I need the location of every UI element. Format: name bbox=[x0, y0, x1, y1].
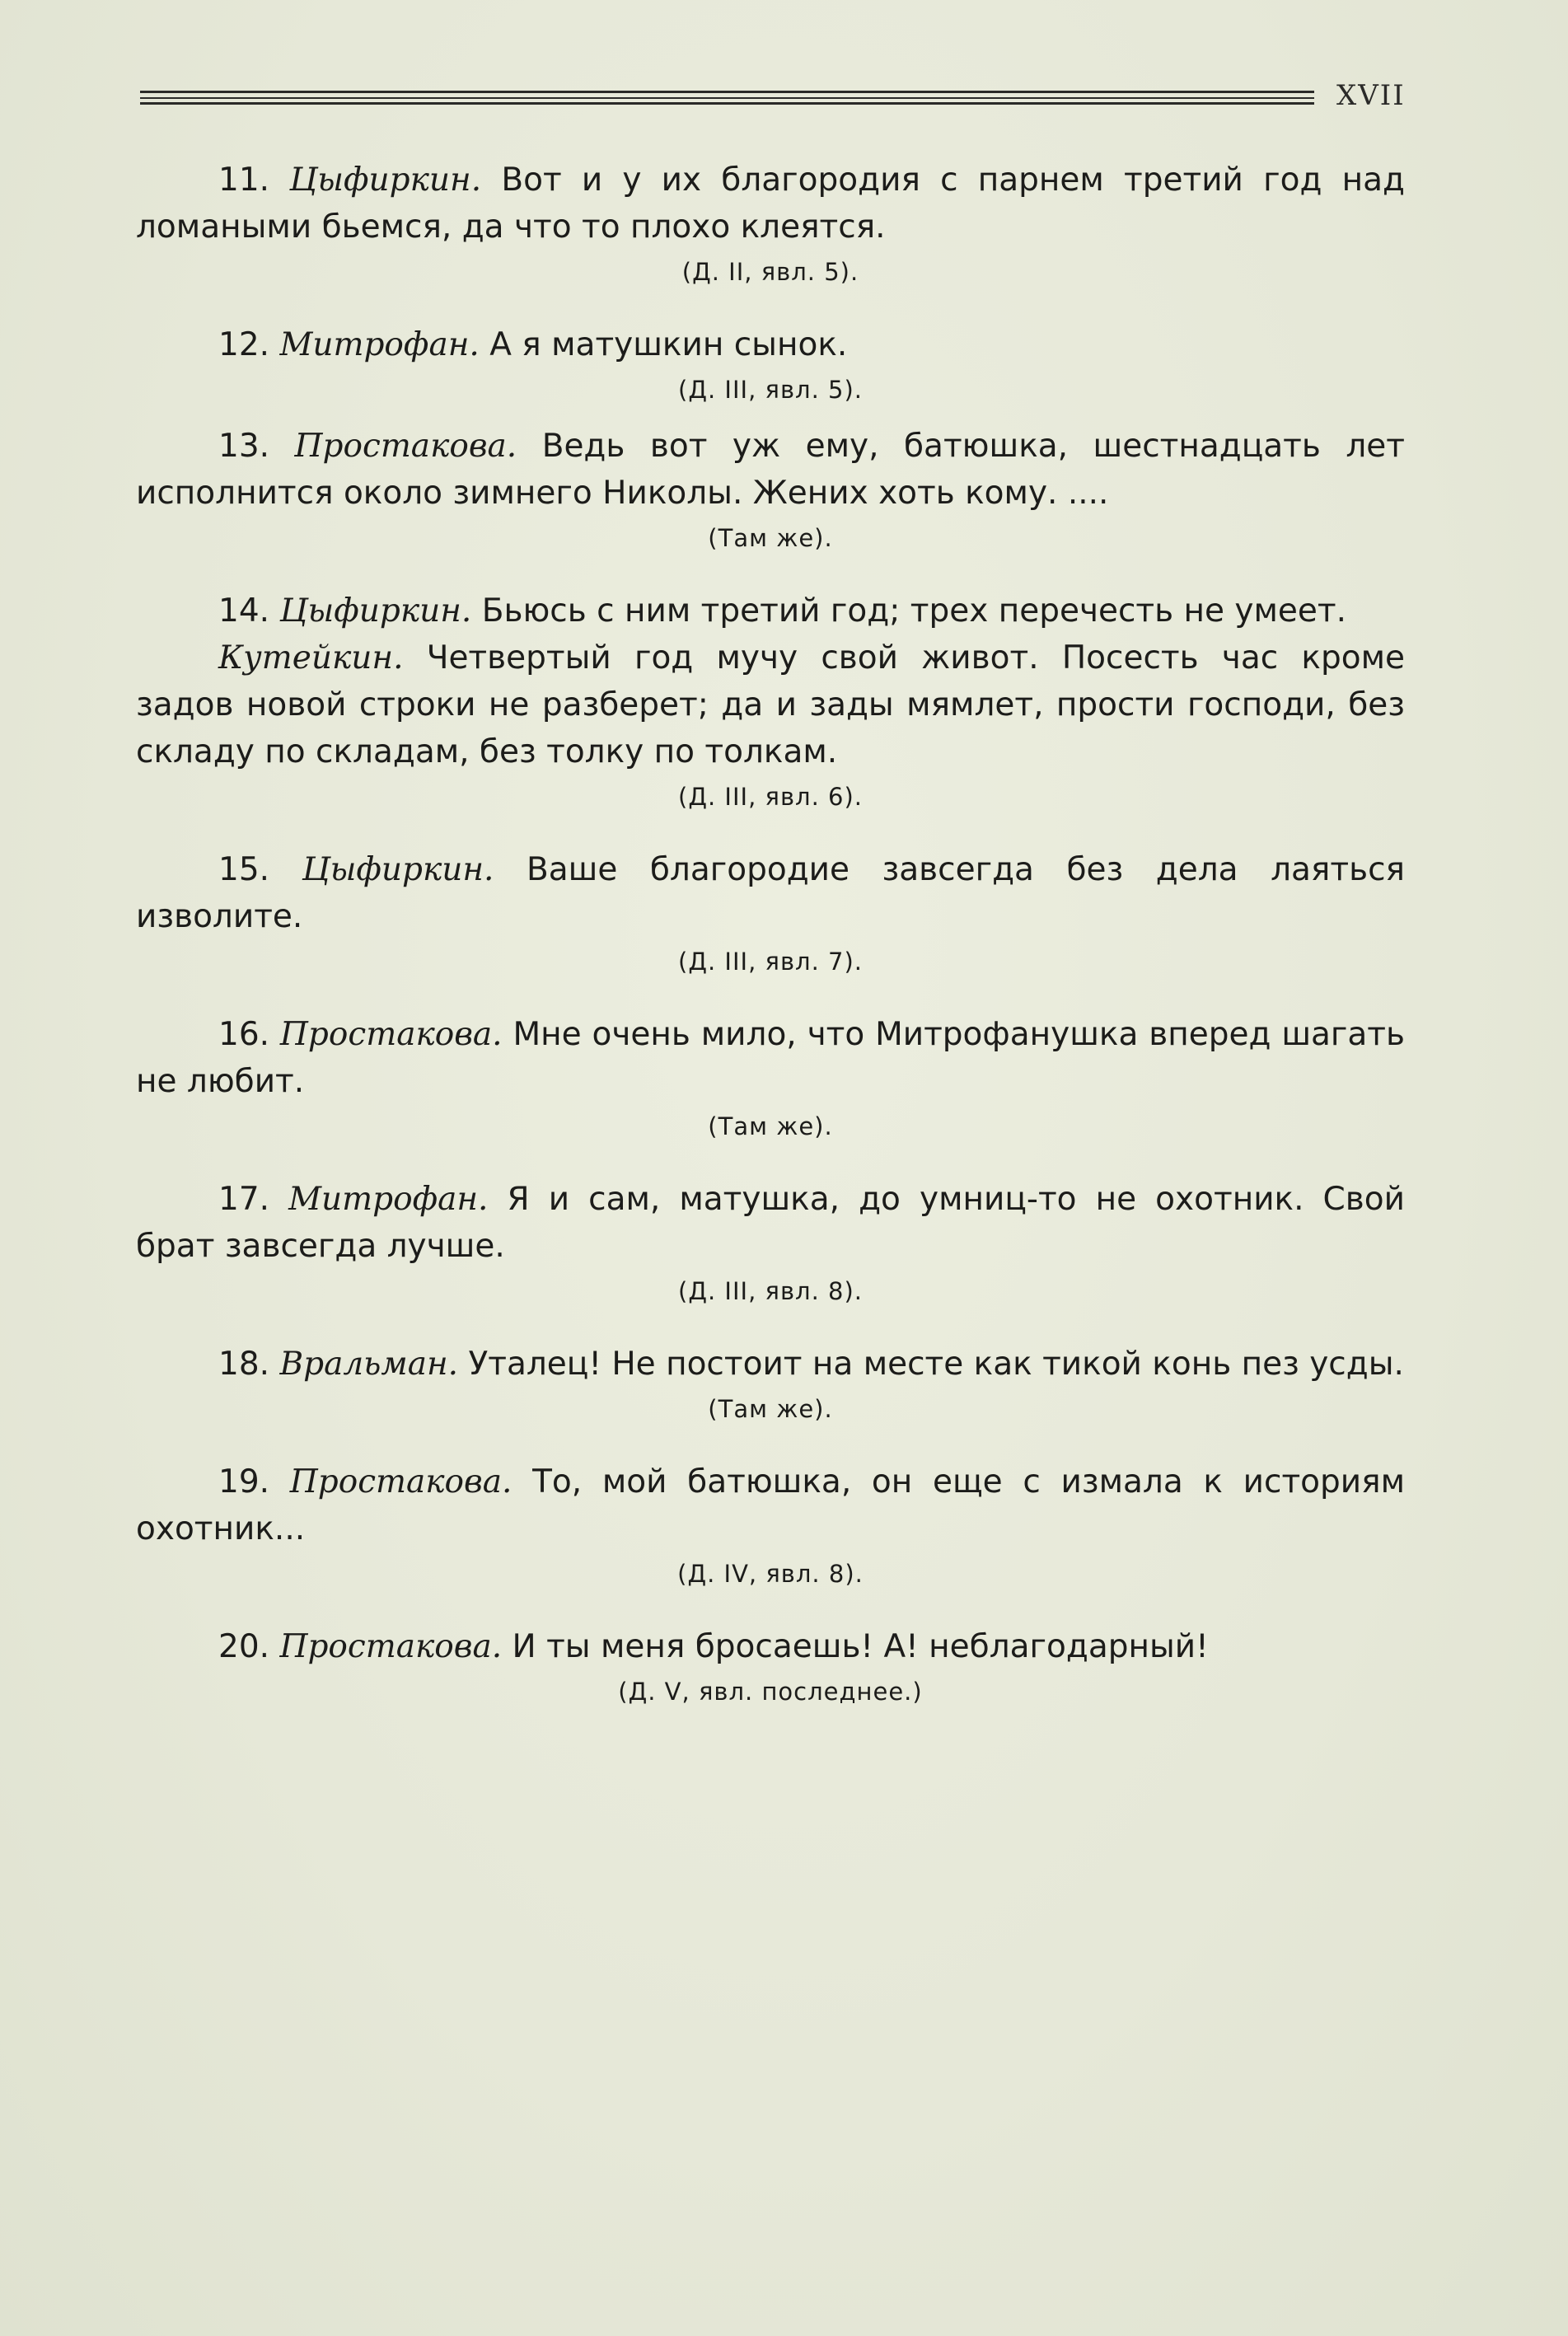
quote-text bbox=[136, 846, 1405, 940]
quote-entry-14 bbox=[136, 588, 1405, 815]
speaker-name: Цыфиркин. bbox=[279, 592, 472, 630]
speaker-name: Митрофан. bbox=[279, 326, 480, 363]
quote-number: 15. bbox=[218, 851, 270, 888]
quote-line: Мне очень мило, что Митрофанушка вперед шагать не любит. bbox=[136, 1016, 1405, 1100]
quote-text-continued bbox=[136, 634, 1405, 775]
quote-number: 12. bbox=[218, 326, 270, 363]
quote-entry-16 bbox=[136, 1011, 1405, 1145]
quote-line: И ты меня бросаешь! А! неблагодарный! bbox=[512, 1628, 1209, 1665]
quote-entry-11 bbox=[136, 157, 1405, 290]
quote-line: Я и сам, матушка, до умниц-то не охотник. Свой брат завсегда лучше. bbox=[136, 1181, 1405, 1265]
rule-line bbox=[140, 102, 1314, 105]
quote-text bbox=[136, 1341, 1405, 1388]
speaker-name: Простакова. bbox=[279, 1628, 503, 1665]
page-body bbox=[136, 157, 1405, 1710]
quote-number: 18. bbox=[218, 1346, 270, 1383]
rule-line bbox=[140, 97, 1314, 99]
page-number: XVII bbox=[1336, 79, 1406, 112]
quote-entry-15 bbox=[136, 846, 1405, 980]
quote-text bbox=[136, 1176, 1405, 1270]
quote-text bbox=[136, 1458, 1405, 1552]
quote-text bbox=[136, 1011, 1405, 1105]
act-reference: (Д. III, явл. 5). bbox=[678, 376, 863, 404]
act-reference: (Д. IV, явл. 8). bbox=[677, 1560, 864, 1588]
quote-entry-20 bbox=[136, 1623, 1405, 1710]
quote-entry-12 bbox=[136, 321, 1405, 408]
act-reference: (Д. V, явл. последнее.) bbox=[618, 1678, 923, 1706]
act-reference: (Там же). bbox=[708, 1395, 833, 1423]
quote-text bbox=[136, 157, 1405, 250]
quote-number: 20. bbox=[218, 1628, 270, 1665]
quote-entry-13 bbox=[136, 423, 1405, 556]
quote-text bbox=[136, 321, 1405, 368]
quote-number: 11. bbox=[218, 162, 270, 199]
quote-number: 13. bbox=[218, 428, 270, 465]
quote-line: А я матушкин сынок. bbox=[489, 326, 848, 363]
act-reference: (Д. III, явл. 7). bbox=[678, 948, 863, 976]
quote-line: Ваше благородие завсегда без дела лаяться изволите. bbox=[136, 851, 1405, 935]
quote-line: Уталец! Не постоит на месте как тикой конь пез усды. bbox=[468, 1346, 1404, 1383]
quote-line: Вот и у их благородия с парнем третий год над ломаными бьемся, да что то плохо клеятся. bbox=[136, 162, 1405, 246]
speaker-name: Простакова. bbox=[294, 428, 517, 465]
quote-line: Ведь вот уж ему, батюшка, шестнадцать лет исполнится около зимнего Николы. Жених хоть кому. .... bbox=[136, 428, 1406, 512]
quote-number: 19. bbox=[218, 1463, 270, 1500]
quote-number: 14. bbox=[218, 592, 270, 630]
quote-line: Четвертый год мучу свой живот. Посесть час кроме задов новой строки не разберет; да и зады мямлет, прости господи, без складу по складам, без толку по толкам. bbox=[136, 639, 1405, 770]
quote-text bbox=[136, 588, 1405, 634]
act-reference: (Там же). bbox=[708, 524, 833, 552]
speaker-name: Кутейкин. bbox=[218, 639, 404, 676]
speaker-name: Вральман. bbox=[279, 1346, 459, 1383]
speaker-name: Простакова. bbox=[279, 1016, 503, 1053]
quote-text bbox=[136, 1623, 1405, 1670]
speaker-name: Митрофан. bbox=[288, 1181, 489, 1218]
quote-text bbox=[136, 423, 1405, 517]
speaker-name: Простакова. bbox=[289, 1463, 513, 1500]
quote-entry-17 bbox=[136, 1176, 1405, 1309]
act-reference: (Там же). bbox=[708, 1112, 833, 1140]
quote-line: То, мой батюшка, он еще с измала к историям охотник... bbox=[136, 1463, 1406, 1547]
quote-entry-18 bbox=[136, 1341, 1405, 1427]
header-rule bbox=[140, 91, 1314, 104]
speaker-name: Цыфиркин. bbox=[302, 851, 494, 888]
quote-line: Бьюсь с ним третий год; трех перечесть не умеет. bbox=[481, 592, 1347, 630]
rule-line bbox=[140, 91, 1314, 93]
speaker-name: Цыфиркин. bbox=[289, 162, 482, 199]
act-reference: (Д. III, явл. 6). bbox=[678, 783, 863, 811]
quote-number: 16. bbox=[218, 1016, 270, 1053]
quote-number: 17. bbox=[218, 1181, 270, 1218]
act-reference: (Д. II, явл. 5). bbox=[681, 258, 859, 286]
act-reference: (Д. III, явл. 8). bbox=[678, 1277, 863, 1305]
quote-entry-19 bbox=[136, 1458, 1405, 1592]
